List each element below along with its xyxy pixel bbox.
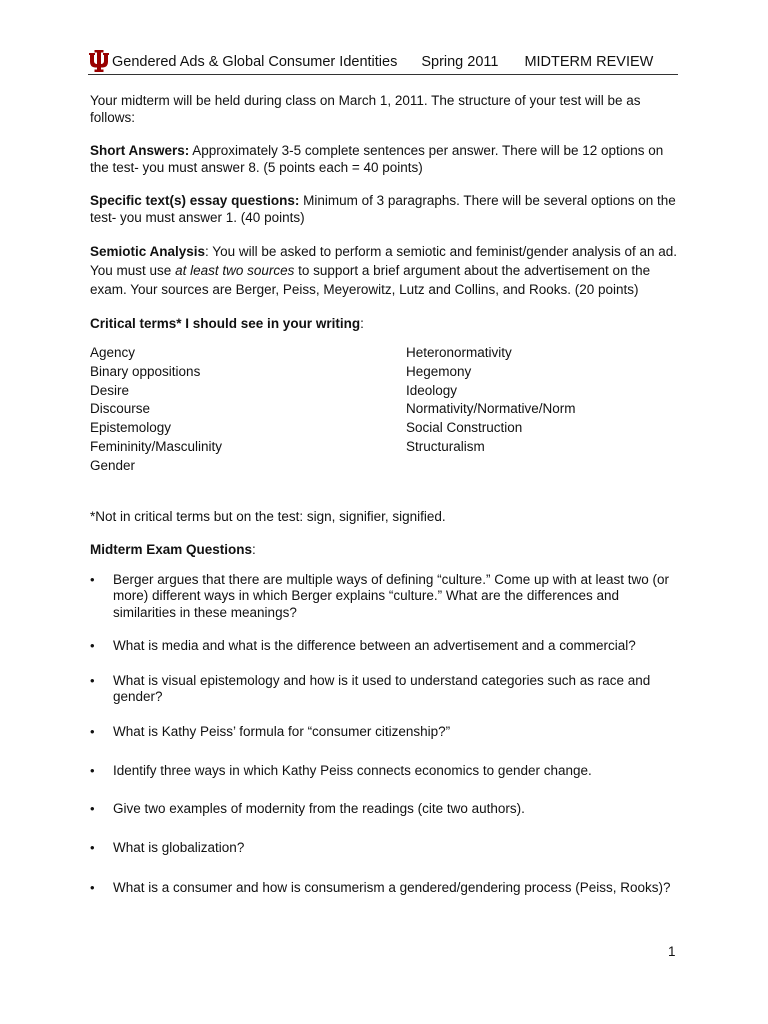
questions-heading [90, 541, 680, 558]
question-text: What is a consumer and how is consumerism a gendered/gendering process (Peiss, Rooks)? [113, 879, 671, 895]
critical-terms-heading [90, 315, 680, 332]
question-text: What is globalization? [113, 840, 245, 856]
term-item: Agency [90, 345, 136, 360]
semiotic-text-b: to support a brief argument about the advertisement on the exam. Your sources are Berger, Peiss, Meyerowitz, Lutz and Collins, and Rooks. (20 points) [90, 263, 651, 297]
question-item [90, 638, 680, 655]
intro-paragraph: Your midterm will be held during class on March 1, 2011. The structure of your test will be as follows: [90, 93, 641, 125]
page-header [88, 46, 678, 75]
questions-list [90, 572, 680, 898]
critical-terms-heading-suffix: : [360, 316, 364, 331]
short-answers-paragraph [90, 142, 680, 176]
question-text: What is Kathy Peiss’ formula for “consumer citizenship?” [113, 723, 451, 739]
document-title: MIDTERM REVIEW [524, 54, 654, 70]
bullet-icon: • [90, 840, 95, 856]
question-item [90, 763, 680, 780]
question-item [90, 724, 680, 741]
bullet-icon: • [90, 672, 95, 688]
critical-terms-note: *Not in critical terms but on the test: sign, signifier, signified. [90, 508, 446, 524]
term-item: Epistemology [90, 420, 172, 436]
question-text: Identify three ways in which Kathy Peiss connects economics to gender change. [113, 763, 592, 779]
question-item [90, 801, 680, 818]
bullet-icon: • [90, 723, 95, 739]
question-text: What is visual epistemology and how is it used to understand categories such as race and gender? [113, 672, 651, 705]
course-title: Gendered Ads & Global Consumer Identities [112, 54, 398, 70]
term-item: Femininity/Masculinity [90, 438, 223, 454]
semiotic-label: Semiotic Analysis [90, 244, 206, 259]
term-item: Gender [90, 457, 136, 473]
question-text: Berger argues that there are multiple ways of defining “culture.” Come up with at least two (or more) different ways in which Berger explains “culture.” What are the differences and similarities in these meanings? [113, 571, 670, 620]
term-item: Binary oppositions [90, 363, 201, 379]
questions-heading-text: Midterm Exam Questions [90, 541, 253, 557]
bullet-icon: • [90, 571, 95, 587]
question-text: Give two examples of modernity from the readings (cite two authors). [113, 800, 525, 816]
critical-terms-list [90, 344, 680, 476]
term-item: Normativity/Normative/Norm [406, 401, 576, 417]
question-item [90, 840, 680, 857]
essay-text: Minimum of 3 paragraphs. There will be several options on the test- you must answer 1. (40 points) [90, 193, 676, 225]
semiotic-text-a: : You will be asked to perform a semiotic and feminist/gender analysis of an ad. You must use [90, 244, 678, 278]
term-label: Spring 2011 [421, 54, 499, 70]
question-item [90, 673, 680, 706]
critical-terms-heading-text: Critical terms* I should see in your writing [90, 316, 361, 331]
question-item [90, 878, 680, 898]
bullet-icon: • [90, 879, 95, 895]
semiotic-emphasis: at least two sources [175, 263, 295, 278]
term-item: Heteronormativity [406, 345, 512, 360]
iu-trident-icon [88, 48, 110, 74]
bullet-icon: • [90, 800, 95, 816]
term-item: Desire [90, 382, 130, 398]
question-item [90, 572, 680, 622]
term-item: Social Construction [406, 420, 523, 436]
essay-label: Specific text(s) essay questions: [90, 193, 300, 208]
critical-terms-left-column [90, 344, 406, 476]
term-item: Structuralism [406, 438, 485, 454]
document-body [90, 92, 680, 898]
term-item: Hegemony [406, 363, 472, 379]
term-item: Discourse [90, 401, 151, 417]
essay-paragraph [90, 192, 680, 226]
page-number: 1 [668, 944, 676, 959]
question-text: What is media and what is the difference between an advertisement and a commercial? [113, 638, 636, 654]
bullet-icon: • [90, 638, 95, 654]
semiotic-paragraph [90, 242, 680, 299]
questions-heading-suffix: : [252, 541, 256, 557]
term-item: Ideology [406, 382, 458, 398]
short-answers-text: Approximately 3-5 complete sentences per answer. There will be 12 options on the test- you must answer 8. (5 points each = 40 points) [90, 143, 664, 175]
bullet-icon: • [90, 763, 95, 779]
short-answers-label: Short Answers: [90, 143, 190, 158]
critical-terms-right-column [406, 344, 576, 476]
